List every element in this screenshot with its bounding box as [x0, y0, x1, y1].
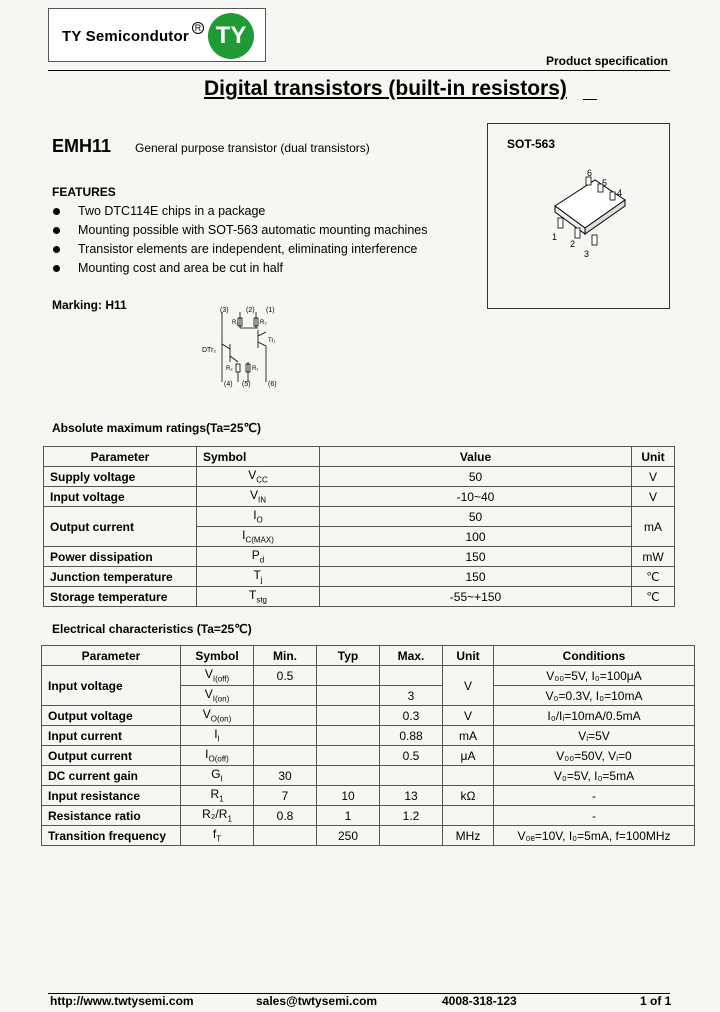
cell-symbol: $I_O$ — [197, 507, 320, 527]
cell-unit — [443, 766, 494, 786]
cell-value: 50 — [320, 507, 632, 527]
cell-max: 0.88 — [380, 726, 443, 746]
cell-max: 1.2 — [380, 806, 443, 826]
package-label: SOT-563 — [507, 137, 556, 151]
cell-param: Input resistance — [42, 786, 181, 806]
feature-item: Mounting possible with SOT-563 automatic mounting machines — [52, 221, 428, 240]
dtr2-label: DTr₂ — [202, 347, 217, 354]
table-header-row — [42, 646, 695, 666]
pin-1-marker: (1) — [266, 307, 275, 314]
cell-param: Output current — [42, 746, 181, 766]
cell-unit: mW — [632, 547, 675, 567]
cell-unit: mA — [443, 726, 494, 746]
table-row — [42, 806, 695, 826]
cell-symbol: $V_{IN}$ — [197, 487, 320, 507]
cell-conditions: Vᵢ=5V — [494, 726, 695, 746]
cell-min: 7 — [254, 786, 317, 806]
pin-3-label: 3 — [584, 249, 590, 258]
cell-param: Storage temperature — [44, 587, 197, 607]
cell-param: Supply voltage — [44, 467, 197, 487]
cell-max — [380, 666, 443, 686]
feature-item: Transistor elements are independent, eliminating interference — [52, 240, 428, 259]
elec-heading: Electrical characteristics (Ta=25℃) — [52, 622, 252, 636]
abs-max-heading: Absolute maximum ratings(Ta=25℃) — [52, 421, 261, 435]
cell-conditions: V₀₀=50V, Vᵢ=0 — [494, 746, 695, 766]
cell-typ — [317, 766, 380, 786]
cell-typ — [317, 666, 380, 686]
col-header: Typ — [317, 646, 380, 666]
registered-mark: R — [192, 22, 204, 34]
pin-1-label: 1 — [552, 232, 558, 242]
cell-param: Transition frequency — [42, 826, 181, 846]
cell-min — [254, 826, 317, 846]
pin-2-marker: (2) — [246, 307, 255, 314]
circuit-diagram — [200, 304, 300, 390]
col-header: Symbol — [197, 447, 320, 467]
cell-param: Junction temperature — [44, 567, 197, 587]
cell-max: 13 — [380, 786, 443, 806]
feature-item: Two DTC114E chips in a package — [52, 202, 428, 221]
table-header-row — [44, 447, 675, 467]
cell-min — [254, 686, 317, 706]
cell-min — [254, 746, 317, 766]
features-heading: FEATURES — [52, 185, 116, 199]
company-name: TY Semicondutor — [62, 28, 189, 45]
cell-unit — [443, 806, 494, 826]
table-row — [42, 786, 695, 806]
page-title: Digital transistors (built-in resistors) — [204, 77, 567, 100]
cell-unit: MHz — [443, 826, 494, 846]
part-number: EMH11 — [52, 136, 112, 156]
cell-min — [254, 726, 317, 746]
table-row — [42, 746, 695, 766]
table-row — [44, 507, 675, 527]
cell-param: DC current gain — [42, 766, 181, 786]
footer-phone: 4008-318-123 — [442, 994, 517, 1008]
r1-top-label: R₁ — [232, 320, 239, 326]
col-header: Value — [320, 447, 632, 467]
cell-symbol: $T_{stg}$ — [197, 587, 320, 607]
part-description: General purpose transistor (dual transistors) — [135, 141, 370, 155]
cell-max — [380, 826, 443, 846]
table-row — [42, 726, 695, 746]
cell-typ — [317, 706, 380, 726]
cell-max: 0.5 — [380, 746, 443, 766]
col-header: Symbol — [181, 646, 254, 666]
cell-symbol: $R_1$ — [181, 786, 254, 806]
cell-symbol: $T_j$ — [197, 567, 320, 587]
cell-value: 50 — [320, 467, 632, 487]
col-header: Unit — [632, 447, 675, 467]
cell-typ — [317, 686, 380, 706]
cell-value: -55~+150 — [320, 587, 632, 607]
col-header: Unit — [443, 646, 494, 666]
pin-5-label: 5 — [602, 178, 608, 188]
cell-typ: 250 — [317, 826, 380, 846]
cell-unit: ℃ — [632, 567, 675, 587]
cell-param: Input voltage — [42, 666, 181, 706]
cell-param: Resistance ratio — [42, 806, 181, 826]
r2-bottom-label: R₂ — [226, 366, 233, 372]
title-underline-tail — [583, 99, 597, 100]
pin-2-label: 2 — [570, 239, 576, 249]
feature-item: Mounting cost and area be cut in half — [52, 259, 428, 278]
col-header: Conditions — [494, 646, 695, 666]
cell-conditions: V₀ₑ=10V, I₀=5mA, f=100MHz — [494, 826, 695, 846]
col-header: Parameter — [42, 646, 181, 666]
pin-6-marker: (6) — [268, 381, 277, 388]
cell-unit: V — [443, 706, 494, 726]
pin-1-lead — [558, 218, 563, 228]
cell-max — [380, 766, 443, 786]
cell-conditions: V₀=5V, I₀=5mA — [494, 766, 695, 786]
cell-symbol: $I_{O(off)}$ — [181, 746, 254, 766]
abs-max-table — [43, 446, 675, 607]
cell-value: 100 — [320, 527, 632, 547]
cell-symbol: $I_I$ — [181, 726, 254, 746]
cell-typ — [317, 746, 380, 766]
cell-unit: V — [632, 487, 675, 507]
cell-symbol: $I_{C(MAX)}$ — [197, 527, 320, 547]
cell-value: 150 — [320, 567, 632, 587]
pin-2-lead — [575, 228, 580, 238]
cell-param: Input voltage — [44, 487, 197, 507]
col-header: Max. — [380, 646, 443, 666]
cell-typ: 10 — [317, 786, 380, 806]
cell-unit: kΩ — [443, 786, 494, 806]
features-list — [52, 202, 428, 278]
cell-conditions: V₀=0.3V, I₀=10mA — [494, 686, 695, 706]
table-row — [44, 587, 675, 607]
table-row — [42, 826, 695, 846]
table-row — [42, 706, 695, 726]
cell-param: Input current — [42, 726, 181, 746]
package-drawing — [540, 168, 640, 258]
tr1-label: Tr₁ — [268, 338, 276, 344]
cell-unit: V — [443, 666, 494, 706]
footer-page-number: 1 of 1 — [640, 994, 672, 1008]
cell-symbol: $V_{I(on)}$ — [181, 686, 254, 706]
elec-table — [41, 645, 695, 846]
cell-symbol: $R_2/R_1$ — [181, 806, 254, 826]
cell-param: Output voltage — [42, 706, 181, 726]
col-header: Min. — [254, 646, 317, 666]
cell-value: -10~40 — [320, 487, 632, 507]
cell-symbol: $V_{CC}$ — [197, 467, 320, 487]
r2-top-label: R₂ — [260, 320, 267, 326]
pin-6-lead — [586, 177, 591, 185]
pin-3-lead — [592, 235, 597, 245]
table-row — [44, 547, 675, 567]
cell-param: Output current — [44, 507, 197, 547]
cell-unit: μA — [443, 746, 494, 766]
cell-min: 0.8 — [254, 806, 317, 826]
cell-conditions: I₀/Iᵢ=10mA/0.5mA — [494, 706, 695, 726]
table-row — [44, 487, 675, 507]
pin-6-label: 6 — [587, 168, 593, 178]
cell-max: 0.3 — [380, 706, 443, 726]
pin-4-marker: (4) — [224, 381, 233, 388]
cell-min — [254, 706, 317, 726]
cell-symbol: $G_I$ — [181, 766, 254, 786]
pin-4-label: 4 — [617, 188, 623, 198]
cell-unit: V — [632, 467, 675, 487]
header-divider — [48, 70, 670, 71]
table-row — [44, 567, 675, 587]
table-row — [42, 666, 695, 686]
cell-symbol: $V_{I(off)}$ — [181, 666, 254, 686]
cell-symbol: $f_T$ — [181, 826, 254, 846]
cell-min: 0.5 — [254, 666, 317, 686]
pin-5-marker: (5) — [242, 381, 251, 388]
cell-symbol: $P_d$ — [197, 547, 320, 567]
cell-typ: 1 — [317, 806, 380, 826]
marking-label: Marking: H11 — [52, 298, 127, 312]
product-spec-label: Product specification — [545, 54, 668, 68]
cell-conditions: V₀₀=5V, I₀=100μA — [494, 666, 695, 686]
cell-param: Power dissipation — [44, 547, 197, 567]
cell-conditions: - — [494, 786, 695, 806]
cell-conditions: - — [494, 806, 695, 826]
cell-symbol: $V_{O(on)}$ — [181, 706, 254, 726]
pin-4-lead — [610, 192, 615, 200]
table-row — [44, 467, 675, 487]
cell-unit: ℃ — [632, 587, 675, 607]
table-row — [42, 766, 695, 786]
company-logo: TY — [208, 13, 254, 59]
pin-3-marker: (3) — [220, 307, 229, 314]
cell-value: 150 — [320, 547, 632, 567]
cell-max: 3 — [380, 686, 443, 706]
cell-typ — [317, 726, 380, 746]
col-header: Parameter — [44, 447, 197, 467]
r1-bottom-label: R₁ — [252, 366, 259, 372]
footer-email-link[interactable]: sales@twtysemi.com — [256, 994, 378, 1008]
footer-url-link[interactable]: http://www.twtysemi.com — [50, 994, 194, 1008]
cell-min: 30 — [254, 766, 317, 786]
cell-unit: mA — [632, 507, 675, 547]
